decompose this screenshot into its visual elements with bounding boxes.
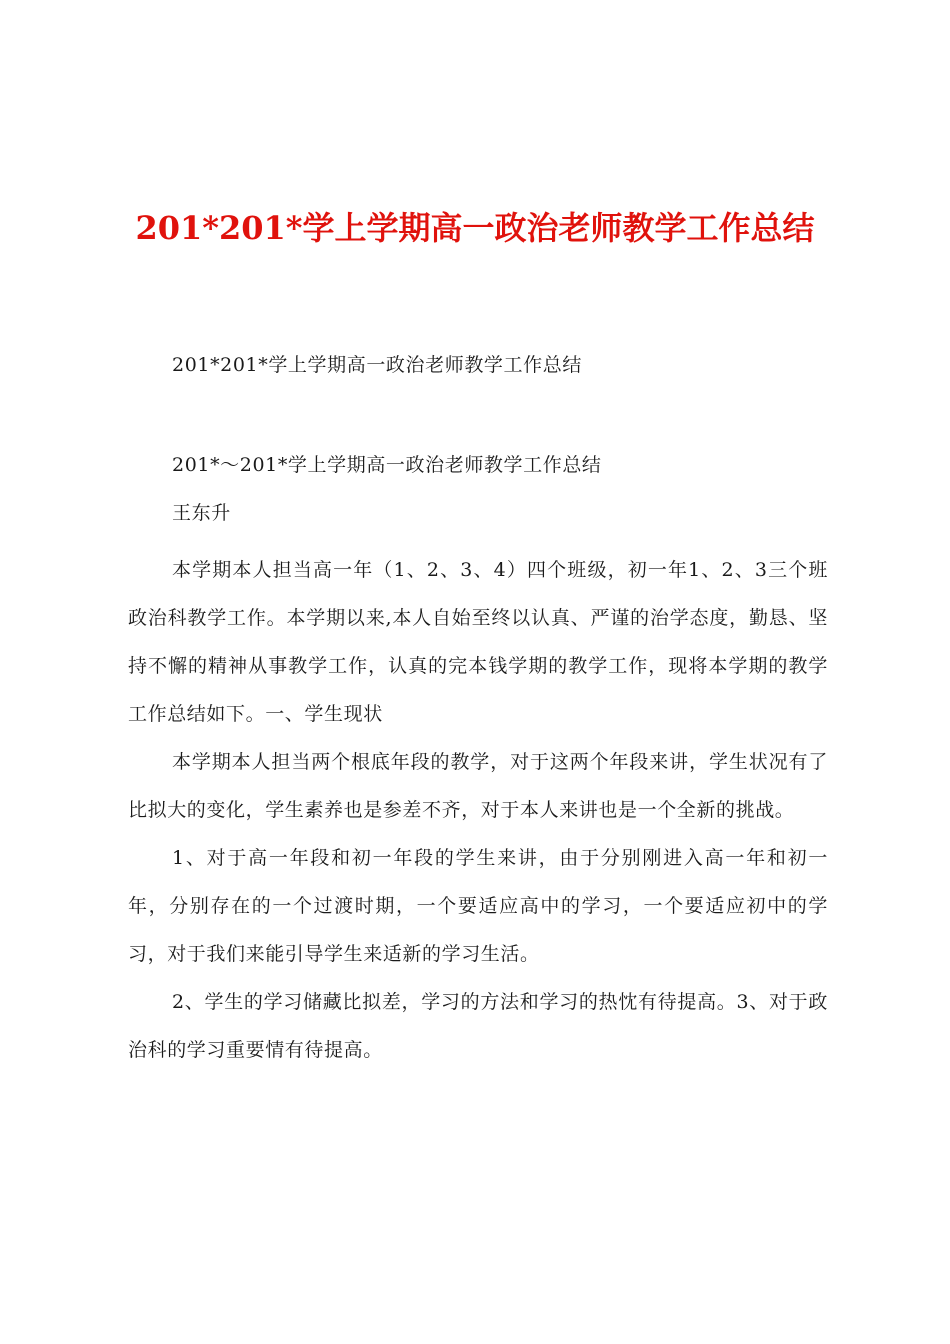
document-body — [128, 350, 828, 1074]
document-title: 201*201*学上学期高一政治老师教学工作总结 — [135, 209, 815, 247]
document-subtitle: 201*201*学上学期高一政治老师教学工作总结 — [172, 354, 582, 376]
paragraph-teaching-overview: 本学期本人担当高一年（1、2、3、4）四个班级，初一年1、2、3三个班政治科教学工作。本学期以来,本人自始至终以认真、严谨的治学态度，勤恳、坚持不懈的精神从事教学工作，认真的完本钱学期的教学工作，现将本学期的教学工作总结如下。一、学生现状 — [128, 559, 828, 725]
paragraph-point-1: 1、对于高一年段和初一年段的学生来讲，由于分别刚进入高一年和初一年，分别存在的一个过渡时期，一个要适应高中的学习，一个要适应初中的学习，对于我们来能引导学生来适新的学习生活。 — [128, 847, 828, 965]
paragraph-student-status: 本学期本人担当两个根底年段的教学，对于这两个年段来讲，学生状况有了比拟大的变化，学生素养也是参差不齐，对于本人来讲也是一个全新的挑战。 — [128, 751, 828, 821]
author-name: 王东升 — [172, 502, 231, 524]
document-subtitle-secondary: 201*～201*学上学期高一政治老师教学工作总结 — [172, 454, 602, 476]
paragraph-point-2-3: 2、学生的学习储藏比拟差，学习的方法和学习的热忱有待提高。3、对于政治科的学习重要情有待提高。 — [128, 991, 828, 1061]
